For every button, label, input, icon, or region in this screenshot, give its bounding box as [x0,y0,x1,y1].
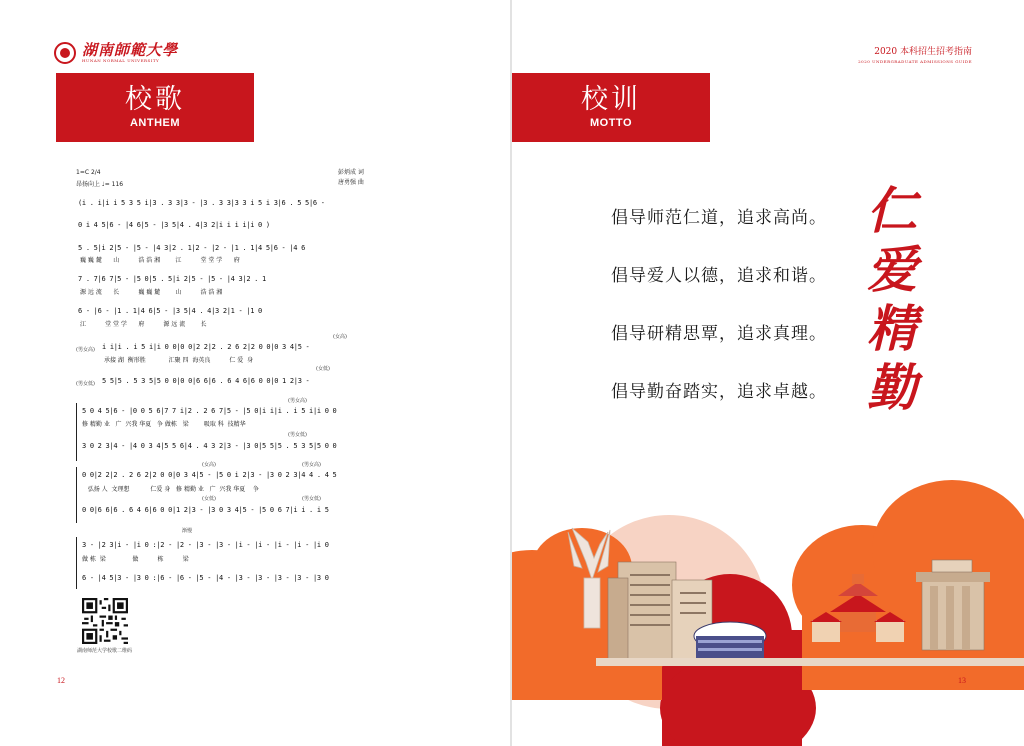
marker-male-female-high-2: (男女高) [288,398,307,404]
score-row-6: i i|i . i 5 i|i 0 0|0 0|2 2|2 . 2 6 2|2 0 0|0 3 4|5 - [102,343,310,351]
score-row-5: 6 - |6 - |1 . 1|4 6|5 - |3 5|4 . 4|3 2|1 - |1 0 [78,307,262,315]
motto-line-2: 倡导爱人以德，追求和谐。 [611,266,827,286]
calligraphy-char-1: 仁 [867,181,917,240]
score-lyric-4: 源 远 流 长 巍 巍 麓 山 浩 浩 湘 [80,289,223,296]
marker-male-female-low-2: (男女低) [288,432,307,438]
motto-calligraphy [852,181,932,417]
score-row-10: 0 0|2 2|2 . 2 6 2|2 0 0|0 3 4|5 - |5 0 i 2|3 - |3 0 2 3|4 4 . 4 5 [82,471,337,479]
score-lyricist: 彭炳成 词 [338,169,364,176]
motto-line-1: 倡导师范仁道，追求高尚。 [611,208,827,228]
score-composer: 唐勇强 曲 [338,179,364,186]
score-lyric-12: 做 栋 梁 做 栋 梁 [82,556,189,563]
guide-title-en: 2020 UNDERGRADUATE ADMISSIONS GUIDE [858,59,972,64]
score-lyric-8: 修 精勤 业 广 兴我 华夏 争 做栋 梁 吸取 科 技精华 [82,421,246,428]
motto-lines [611,208,827,440]
score-lyric-5: 江 堂 堂 学 府 源 远 流 长 [80,321,207,328]
score-row-12: 3 - |2 3|i - |i 0 :|2 - |2 - |3 - |3 - |i - |i - |i - |i - |i 0 [82,541,329,549]
score-row-7: 5 5|5 . 5 3 5|5 0 0|0 0|6 6|6 . 6 4 6|6 0 0|0 1 2|3 - [102,377,310,385]
marker-female-high-1: (女高) [333,334,347,340]
motto-line-3: 倡导研精思覃，追求真理。 [611,324,827,344]
score-row-8: 5 0 4 5|6 - |0 0 5 6|7 7 i|2 . 2 6 7|5 - |5 0|i i|i . i 5 i|i 0 0 [82,407,337,415]
motto-heading [512,73,710,142]
marker-female-low-2: (女低) [202,496,216,502]
anthem-score [76,165,376,595]
marker-male-female-high-1: (男女高) [76,347,95,353]
page-number-left: 12 [57,676,65,685]
marker-repeat: 渐慢 [182,528,193,534]
score-row-11: 0 0|6 6|6 . 6 4 6|6 0 0|1 2|3 - |3 0 3 4|5 - |5 0 6 7|i i . i 5 [82,506,329,514]
marker-male-female-low-3: (男女低) [302,496,321,502]
score-lyric-10: 弘扬 人 文理想 仁爱 身 修 精勤 业 广 兴我 华夏 争 [82,486,259,493]
page-number-right: 13 [958,676,966,685]
anthem-heading [56,73,254,142]
guide-title-cn: 2020 本科招生招考指南 [874,47,972,57]
marker-female-high-2: (女高) [202,462,216,468]
score-row-13: 6 - |4 5|3 - |3 0 :|6 - |6 - |5 - |4 - |3 - |3 - |3 - |3 - |3 0 [82,574,329,582]
score-row-4: 7 . 7|6 7|5 - |5 0|5 . 5|i 2|5 - |5 - |4 3|2 . 1 [78,275,266,283]
calligraphy-char-4: 勤 [867,358,917,417]
anthem-heading-cn: 校歌 [125,84,185,115]
qr-code-icon[interactable] [82,598,128,644]
motto-heading-en: MOTTO [589,117,632,129]
left-page [0,0,510,746]
university-logo [54,42,178,64]
score-row-3: 5 . 5|i 2|5 - |5 - |4 3|2 . 1|2 - |2 - |1 . 1|4 5|6 - |4 6 [78,244,306,252]
score-lyric-6: 承接 湖 衡形胜 汇聚 四 海英良 仁 爱 身 [104,357,254,364]
score-tempo: 昂扬向上 ♩= 116 [76,181,124,188]
motto-heading-cn: 校训 [581,84,641,115]
score-row-2: 0 i 4 5|6 - |4 6|5 - |3 5|4 . 4|3 2|i i i i|i 0 ) [78,221,270,229]
logo-name-en: HUNAN NORMAL UNIVERSITY [82,58,160,63]
calligraphy-char-3: 精 [867,299,917,358]
marker-male-female-low-1: (男女低) [76,381,95,387]
marker-male-female-high-3: (男女高) [302,462,321,468]
campus-illustration [512,470,1024,746]
score-key: 1=C 2/4 [76,169,101,176]
marker-female-low-1: (女低) [316,366,330,372]
qr-caption: 湖南师范大学校歌二维码 [77,648,133,654]
calligraphy-char-2: 爱 [867,240,917,299]
guide-header [858,46,972,65]
score-row-1: (i . i|i i 5 3 5 i|3 . 3 3|3 - |3 . 3 3|3 3 i 5 i 3|6 . 5 5|6 - [78,199,325,207]
score-lyric-3: 巍 巍 麓 山 浩 浩 湘 江 堂 堂 学 府 [80,257,240,264]
university-seal-icon [54,42,76,64]
logo-name-cn: 湖南師範大學 [82,41,179,59]
motto-line-4: 倡导勤奋踏实，追求卓越。 [611,382,827,402]
anthem-heading-en: ANTHEM [129,117,181,129]
score-row-9: 3 0 2 3|4 - |4 0 3 4|5 5 6|4 . 4 3 2|3 - |3 0|5 5|5 . 5 3 5|5 0 0 [82,442,337,450]
right-page [512,0,1024,746]
